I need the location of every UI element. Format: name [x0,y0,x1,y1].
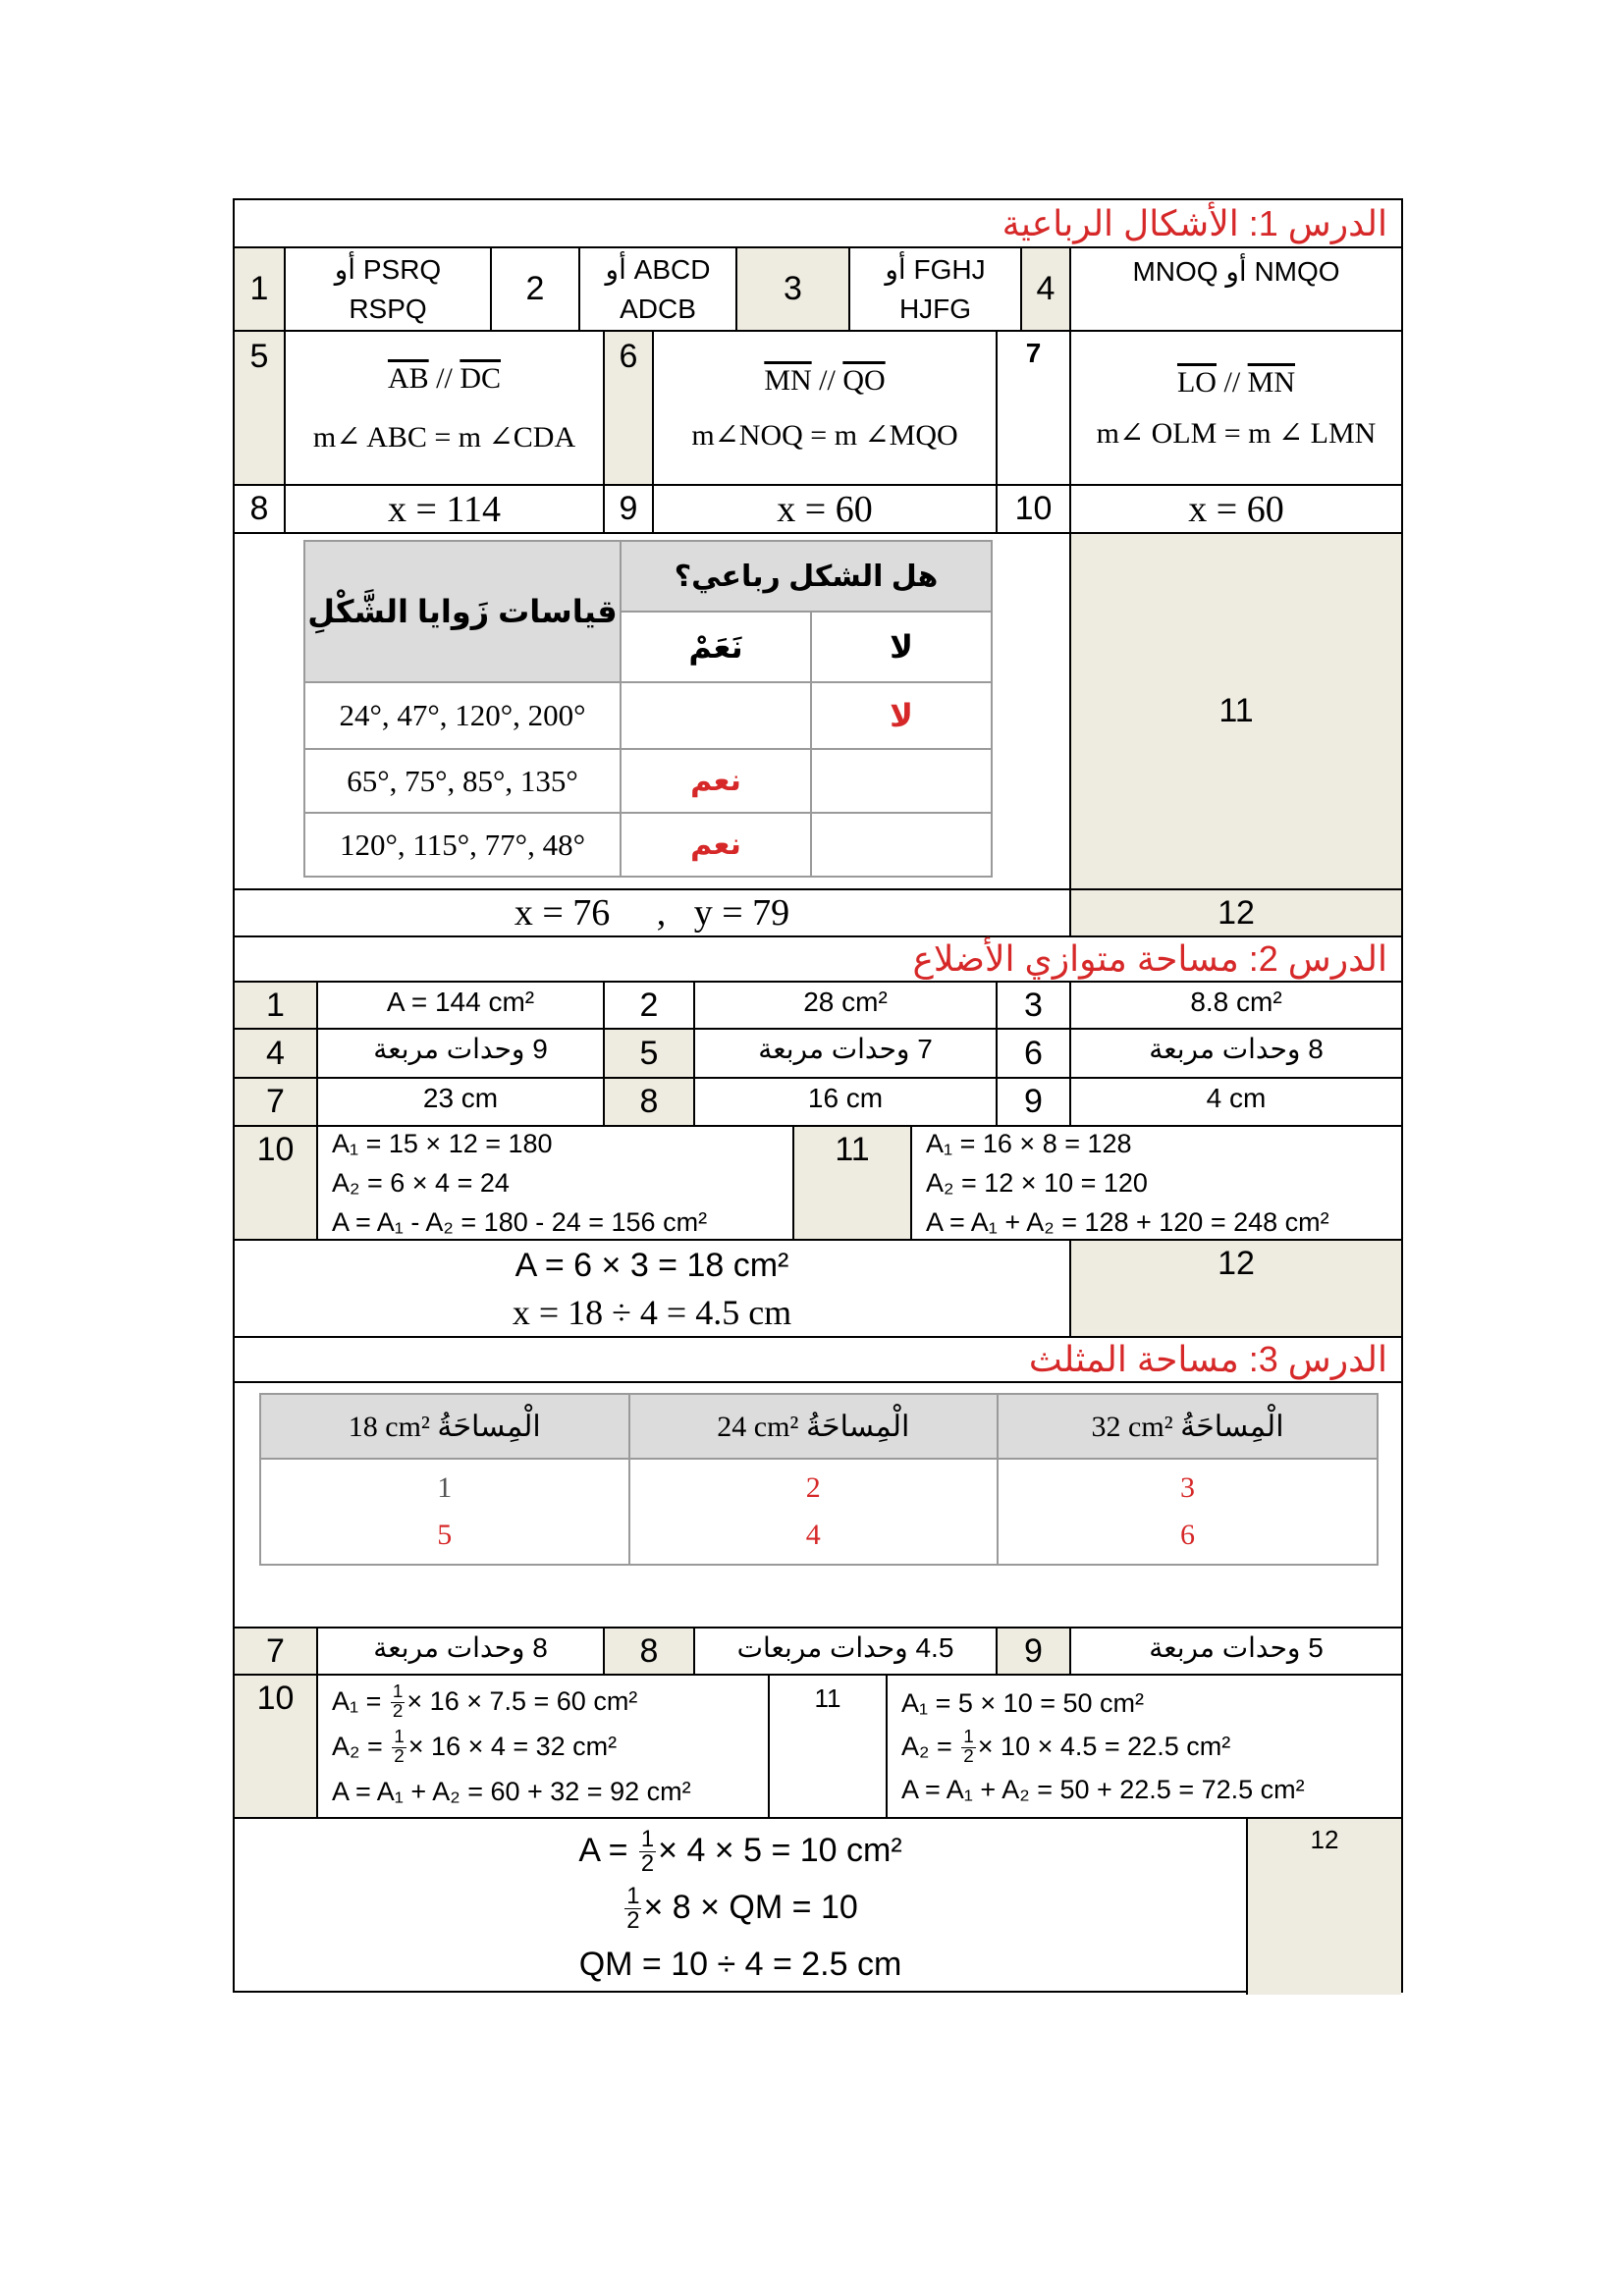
lesson3-q12-row [235,1819,1401,1995]
l3-q9-number: 9 [996,1629,1069,1674]
no-header: لا [811,612,992,682]
q1-answer [284,248,490,330]
area-col-18-values [260,1459,629,1565]
l2-q6-answer: 8 وحدات مربعة [1069,1030,1401,1077]
l2-q8-answer: 16 cm [693,1079,996,1125]
l2-q4-number: 4 [235,1030,316,1077]
lesson3-row-2 [235,1676,1401,1819]
area-col-24-values [629,1459,999,1565]
half-fraction: $\frac{1}{2}$ [963,1727,974,1768]
q12-number: 12 [1069,890,1401,935]
l2-q10-line1: A₁ = 15 × 12 = 180 [332,1129,553,1158]
l2-q10-line3: A = A₁ - A₂ = 180 - 24 = 156 cm² [332,1207,708,1237]
lesson1-q11-row [235,534,1401,890]
yes-header: نَعَمْ [621,612,811,682]
no-cell-3 [811,813,992,877]
q7-angle-line: m∠ OLM = m ∠ LMN [1096,416,1377,450]
q11-number: 11 [1069,534,1401,888]
lesson1-row-1 [235,248,1401,332]
l3-q10-line3: A = A₁ + A₂ = 60 + 32 = 92 cm² [332,1777,691,1806]
q6-parallel-line: $\overline{MN} // \overline{QO}$ [764,363,886,397]
lesson1-row-2 [235,332,1401,486]
q10-number: 10 [996,486,1069,532]
q6-answer [652,332,996,484]
q2-answer-line1: ABCD أو [605,253,711,285]
l3-q12-line2: $\frac{1}{2}$ × 8 × QM = 10 [626,1883,858,1935]
l3-q12-answer [235,1819,1246,1995]
q9-answer: x = 60 [652,486,996,532]
l2-q1-answer: A = 144 cm² [316,983,603,1028]
q5-parallel-line: $\overline{AB} // \overline{DC}$ [387,361,502,395]
q7-number: 7 [996,332,1069,484]
l2-q1-number: 1 [235,983,316,1028]
l2-q7-answer: 23 cm [316,1079,603,1125]
area-24-value-2: 4 [805,1519,821,1551]
lesson3-title: الدرس 3: مساحة المثلث [1028,1339,1387,1379]
q7-parallel-line: $\overline{LO} // \overline{MN}$ [1176,365,1295,399]
q3-answer-line1: FGHJ أو [885,253,986,285]
q5-number: 5 [235,332,284,484]
l2-q4-answer: 9 وحدات مربعة [316,1030,603,1077]
no-cell-1: لا [811,682,992,749]
lesson2-q12-row [235,1241,1401,1338]
l2-q11-answer [910,1127,1401,1239]
q6-angle-line: m∠NOQ = m ∠MQO [691,418,958,452]
q10-answer: x = 60 [1069,486,1401,532]
l2-q2-number: 2 [603,983,693,1028]
half-fraction: $\frac{1}{2}$ [640,1826,655,1878]
l3-q12-line3: QM = 10 ÷ 4 = 2.5 cm [578,1945,902,1983]
lesson3-row-1 [235,1629,1401,1676]
l2-q3-number: 3 [996,983,1069,1028]
l2-q11-line2: A₂ = 12 × 10 = 120 [926,1168,1148,1198]
q8-answer: x = 114 [284,486,603,532]
q1-number: 1 [235,248,284,330]
yes-cell-1 [621,682,811,749]
l3-q9-answer: 5 وحدات مربعة [1069,1629,1401,1674]
lesson2-row-2 [235,1030,1401,1079]
lesson2-row-3 [235,1079,1401,1127]
area-col-32-values [998,1459,1378,1565]
q5-answer [284,332,603,484]
l3-q8-answer: 4.5 وحدات مربعات [693,1629,996,1674]
area-32-value-1: 3 [1180,1471,1196,1504]
lesson1-title: الدرس 1: الأشكال الرباعية [1001,202,1387,243]
l2-q11-number: 11 [792,1127,910,1239]
l2-q6-number: 6 [996,1030,1069,1077]
q2-number: 2 [490,248,578,330]
l2-q10-number: 10 [235,1127,316,1239]
l2-q5-number: 5 [603,1030,693,1077]
l3-q7-number: 7 [235,1629,316,1674]
l2-q10-answer [316,1127,792,1239]
l2-q12-line2: x = 18 ÷ 4 = 4.5 cm [512,1292,792,1332]
area-18-value-1: 1 [437,1471,453,1504]
l3-q10-line2: A₂ = $\frac{1}{2}$ × 16 × 4 = 32 cm² [332,1727,618,1768]
q6-number: 6 [603,332,652,484]
q8-number: 8 [235,486,284,532]
l2-q8-number: 8 [603,1079,693,1125]
l3-q11-line1: A₁ = 5 × 10 = 50 cm² [901,1688,1144,1718]
angles-row-1: 24°, 47°, 120°, 200° [304,682,621,749]
l3-q10-line1: A₁ = $\frac{1}{2}$ × 16 × 7.5 = 60 cm² [332,1682,638,1723]
l3-q11-answer [886,1676,1401,1817]
q2-answer [578,248,735,330]
lesson1-row-3 [235,486,1401,534]
area-table [259,1393,1379,1566]
l2-q2-answer: 28 cm² [693,983,996,1028]
angles-row-3: 120°, 115°, 77°, 48° [304,813,621,877]
l2-q3-answer: 8.8 cm² [1069,983,1401,1028]
q4-answer: NMQO أو MNOQ [1069,248,1401,330]
area-col-24-header: 24 cm² الْمِساحَةُ [629,1394,999,1459]
l3-q12-line1: A = $\frac{1}{2}$ × 4 × 5 = 10 cm² [578,1826,902,1878]
q7-answer [1069,332,1401,484]
l3-q10-number: 10 [235,1676,316,1817]
l3-q10-answer [316,1676,768,1817]
l2-q12-answer [235,1241,1069,1336]
area-col-32-header: 32 cm² الْمِساحَةُ [998,1394,1378,1459]
lesson3-area-table-row [235,1383,1401,1629]
l3-q7-answer: 8 وحدات مربعة [316,1629,603,1674]
l2-q12-line1: A = 6 × 3 = 18 cm² [514,1246,789,1284]
q5-angle-line: m∠ ABC = m ∠CDA [312,420,576,454]
l3-q8-number: 8 [603,1629,693,1674]
q3-answer [848,248,1020,330]
l3-q11-line3: A = A₁ + A₂ = 50 + 22.5 = 72.5 cm² [901,1775,1305,1804]
area-col-18-header: 18 cm² الْمِساحَةُ [260,1394,629,1459]
answer-sheet [233,198,1403,1993]
l3-q12-number: 12 [1246,1819,1401,1995]
l3-q11-number: 11 [768,1676,886,1817]
q3-answer-line2: HJFG [898,293,972,324]
l3-q11-line2: A₂ = $\frac{1}{2}$ × 10 × 4.5 = 22.5 cm² [901,1727,1231,1768]
lesson2-title-row [235,937,1401,983]
q3-number: 3 [735,248,848,330]
half-fraction: $\frac{1}{2}$ [394,1727,405,1768]
lesson1-q12-row [235,890,1401,937]
area-18-value-2: 5 [437,1519,453,1551]
lesson2-title: الدرس 2: مساحة متوازي الأضلاع [912,938,1387,979]
q2-answer-line2: ADCB [620,293,696,324]
q1-answer-line2: RSPQ [349,293,427,324]
half-fraction: $\frac{1}{2}$ [392,1682,404,1723]
l2-q11-line3: A = A₁ + A₂ = 128 + 120 = 248 cm² [926,1207,1329,1237]
yes-cell-3: نعم [621,813,811,877]
lesson3-title-row [235,1338,1401,1383]
yes-cell-2: نعم [621,749,811,813]
l2-q11-line1: A₁ = 16 × 8 = 128 [926,1129,1132,1158]
area-24-value-1: 2 [805,1471,821,1504]
q1-answer-line1: PSRQ أو [334,253,442,285]
quadrilateral-check-table [303,540,993,878]
q4-number: 4 [1020,248,1069,330]
angles-row-2: 65°, 75°, 85°, 135° [304,749,621,813]
l2-q9-answer: 4 cm [1069,1079,1401,1125]
angle-measures-header: قياسات زَوايا الشَّكْلِ [304,541,621,682]
l2-q12-number: 12 [1069,1241,1401,1336]
q9-number: 9 [603,486,652,532]
lesson2-row-4 [235,1127,1401,1241]
is-quadrilateral-header: هل الشكل رباعي؟ [621,541,992,612]
no-cell-2 [811,749,992,813]
lesson1-title-row [235,200,1401,248]
lesson2-row-1 [235,983,1401,1030]
area-32-value-2: 6 [1180,1519,1196,1551]
q12-answer: x = 76 , y = 79 [514,892,790,934]
half-fraction: $\frac{1}{2}$ [626,1883,640,1935]
l2-q5-answer: 7 وحدات مربعة [693,1030,996,1077]
l2-q10-line2: A₂ = 6 × 4 = 24 [332,1168,510,1198]
l2-q7-number: 7 [235,1079,316,1125]
l2-q9-number: 9 [996,1079,1069,1125]
